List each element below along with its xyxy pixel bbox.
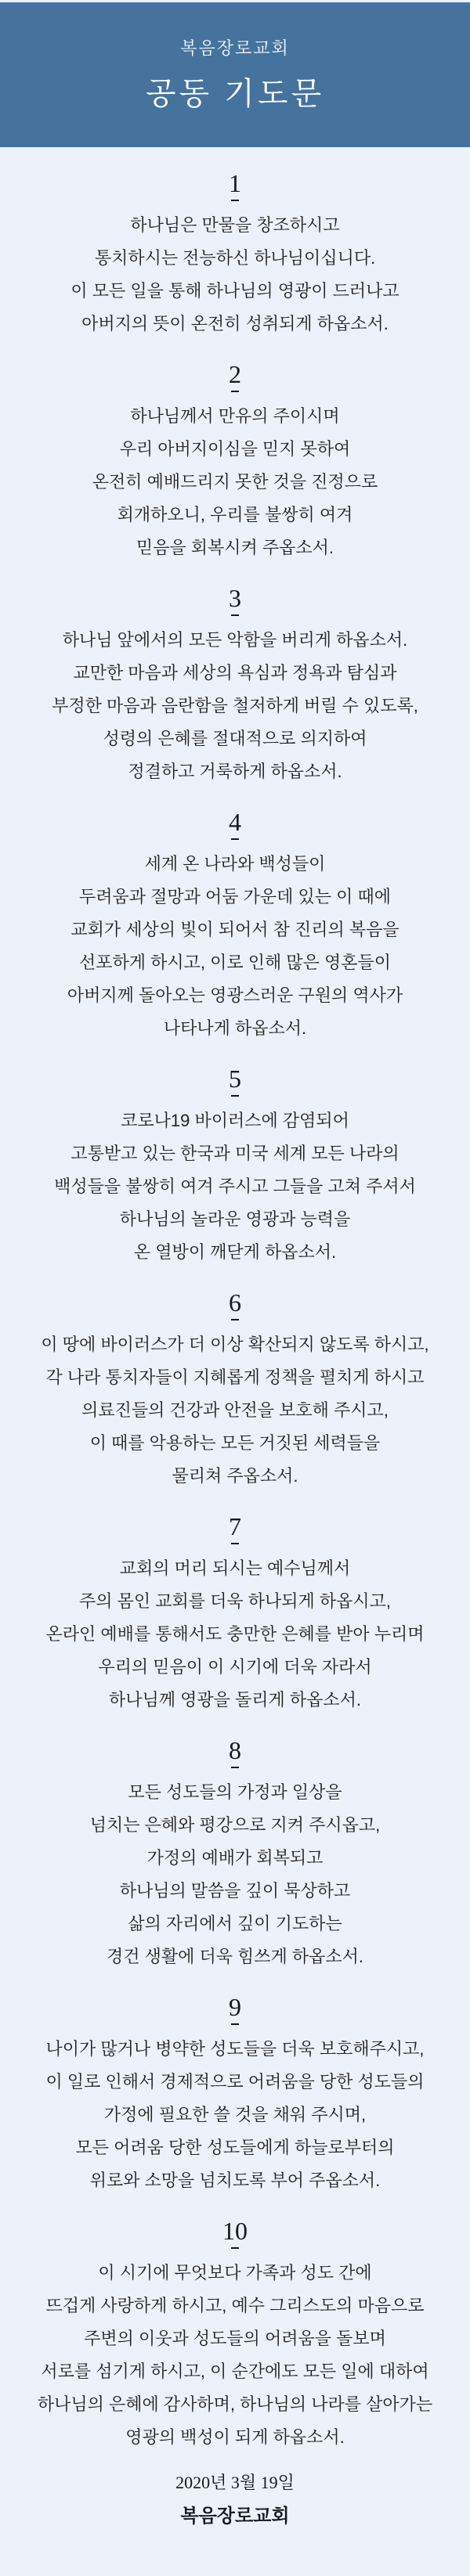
section-number-underline [231,838,239,840]
prayer-line: 나이가 많거나 병약한 성도들을 더욱 보호해주시고, [45,2039,425,2059]
prayer-section-8 [0,1717,470,1973]
prayer-line: 교회가 세상의 빛이 되어서 참 진리의 복음을 [70,920,400,939]
prayer-line: 이 땅에 바이러스가 더 이상 확산되지 않도록 하시고, [41,1335,429,1354]
prayer-section-1 [0,147,470,340]
prayer-line: 코로나19 바이러스에 감염되어 [121,1111,349,1130]
prayer-line: 이 모든 일을 통해 하나님의 영광이 드러나고 [70,281,400,301]
prayer-section-5 [0,1045,470,1269]
prayer-section-6 [0,1269,470,1493]
prayer-line: 가정에 필요한 쓸 것을 채워 주시며, [103,2105,367,2124]
prayer-section-9 [0,1973,470,2197]
prayer-line: 하나님 앞에서의 모든 악함을 버리게 하옵소서. [62,630,408,650]
prayer-line: 우리 아버지이심을 믿지 못하여 [119,439,351,459]
prayer-line: 성령의 은혜를 절대적으로 의지하여 [103,729,367,748]
section-number-underline [231,391,239,392]
section-number-underline [231,614,239,616]
prayer-line: 주변의 이웃과 성도들의 어려움을 돌보며 [84,2329,386,2348]
prayer-line: 삶의 자리에서 깊이 기도하는 [128,1914,342,1933]
section-number-underline [231,2023,239,2025]
prayer-line: 우리의 믿음이 이 시기에 더욱 자라서 [98,1657,372,1677]
section-number: 2 [229,360,241,388]
prayer-line: 나타나게 하옵소서. [163,1018,307,1038]
page-title: 공동 기도문 [145,76,325,111]
prayer-line: 믿음을 회복시켜 주옵소서. [136,538,334,557]
prayer-line: 선포하게 하시고, 이로 인해 많은 영혼들이 [79,953,391,972]
prayer-section-2 [0,340,470,564]
header-banner [0,2,470,147]
footer-date: 2020년 3월 19일 [175,2473,295,2492]
prayer-line: 백성들을 불쌍히 여겨 주시고 그들을 고쳐 주셔서 [54,1176,416,1196]
prayer-line: 통치하시는 전능하신 하나님이십니다. [94,248,376,268]
section-number-underline [231,2247,239,2249]
prayer-line: 이 시기에 무엇보다 가족과 성도 간에 [98,2263,372,2282]
prayer-line: 가정의 예배가 회복되고 [146,1848,324,1868]
prayer-line: 세계 온 나라와 백성들이 [144,854,326,874]
section-number: 6 [229,1288,241,1317]
prayer-line: 고통받고 있는 한국과 미국 세계 모든 나라의 [70,1144,400,1163]
prayer-line: 이 일로 인해서 경제적으로 어려움을 당한 성도들의 [45,2072,425,2091]
prayer-line: 회개하오니, 우리를 불쌍히 여겨 [117,505,353,524]
section-number: 10 [222,2217,248,2245]
section-number: 3 [229,584,241,612]
section-number-underline [231,1319,239,1320]
footer [0,2454,470,2529]
prayer-section-3 [0,564,470,788]
prayer-line: 각 나라 통치자들이 지혜롭게 정책을 펼치게 하시고 [45,1367,425,1387]
prayer-line: 주의 몸인 교회를 더욱 하나되게 하옵시고, [79,1591,391,1611]
prayer-line: 하나님은 만물을 창조하시고 [130,215,340,235]
section-number-underline [231,1095,239,1097]
prayer-line: 경건 생활에 더욱 힘쓰게 하옵소서. [106,1947,364,1966]
prayer-line: 모든 성도들의 가정과 일상을 [128,1782,342,1802]
prayer-document [0,2,470,2576]
prayer-line: 정결하고 거룩하게 하옵소서. [128,762,342,781]
prayer-line: 하나님께서 만유의 주이시며 [130,406,340,426]
section-number: 1 [229,169,241,197]
section-number-underline [231,200,239,201]
section-number: 4 [229,808,241,836]
prayer-line: 교만한 마음과 세상의 욕심과 정욕과 탐심과 [73,663,397,683]
prayer-line: 온전히 예배드리지 못한 것을 진정으로 [92,472,378,492]
prayer-line: 넘치는 은혜와 평강으로 지켜 주시옵고, [89,1815,381,1835]
prayer-line: 하나님의 말씀을 깊이 묵상하고 [119,1881,351,1900]
footer-church-name: 복음장로교회 [180,2506,290,2527]
section-number: 5 [229,1065,241,1093]
prayer-line: 이 때를 악용하는 모든 거짓된 세력들을 [89,1433,381,1453]
prayer-line: 영광의 백성이 되게 하옵소서. [125,2427,345,2447]
prayer-line: 아버지께 돌아오는 영광스러운 구원의 역사가 [67,985,403,1005]
prayer-line: 의료진들의 건강과 안전을 보호해 주시고, [81,1400,389,1420]
prayer-line: 부정한 마음과 음란함을 철저하게 버릴 수 있도록, [52,696,418,715]
prayer-section-4 [0,788,470,1045]
prayer-section-7 [0,1493,470,1717]
prayer-line: 물리쳐 주옵소서. [172,1466,298,1486]
prayer-line: 모든 어려움 당한 성도들에게 하늘로부터의 [75,2138,395,2157]
prayer-line: 서로를 섬기게 하시고, 이 순간에도 모든 일에 대하여 [41,2362,429,2381]
section-number-underline [231,1767,239,1768]
section-number: 7 [229,1512,241,1540]
prayer-line: 온라인 예배를 통해서도 충만한 은혜를 받아 누리며 [45,1624,425,1644]
prayer-section-10 [0,2197,470,2454]
prayer-line: 위로와 소망을 넘치도록 부어 주옵소서. [89,2171,381,2190]
prayer-line: 하나님의 은혜에 감사하며, 하나님의 나라를 살아가는 [37,2394,433,2414]
prayer-line: 두려움과 절망과 어둠 가운데 있는 이 때에 [79,887,391,906]
section-number: 9 [229,1993,241,2021]
prayer-line: 하나님께 영광을 돌리게 하옵소서. [109,1690,361,1710]
header-church-name: 복음장로교회 [180,38,290,59]
prayer-line: 뜨겁게 사랑하게 하시고, 예수 그리스도의 마음으로 [45,2296,425,2315]
section-number-underline [231,1543,239,1544]
section-number: 8 [229,1736,241,1764]
prayer-line: 온 열방이 깨닫게 하옵소서. [133,1242,337,1262]
prayer-line: 교회의 머리 되시는 예수님께서 [119,1558,351,1578]
prayer-line: 하나님의 놀라운 영광과 능력을 [119,1209,351,1229]
prayer-line: 아버지의 뜻이 온전히 성취되게 하옵소서. [81,314,389,333]
